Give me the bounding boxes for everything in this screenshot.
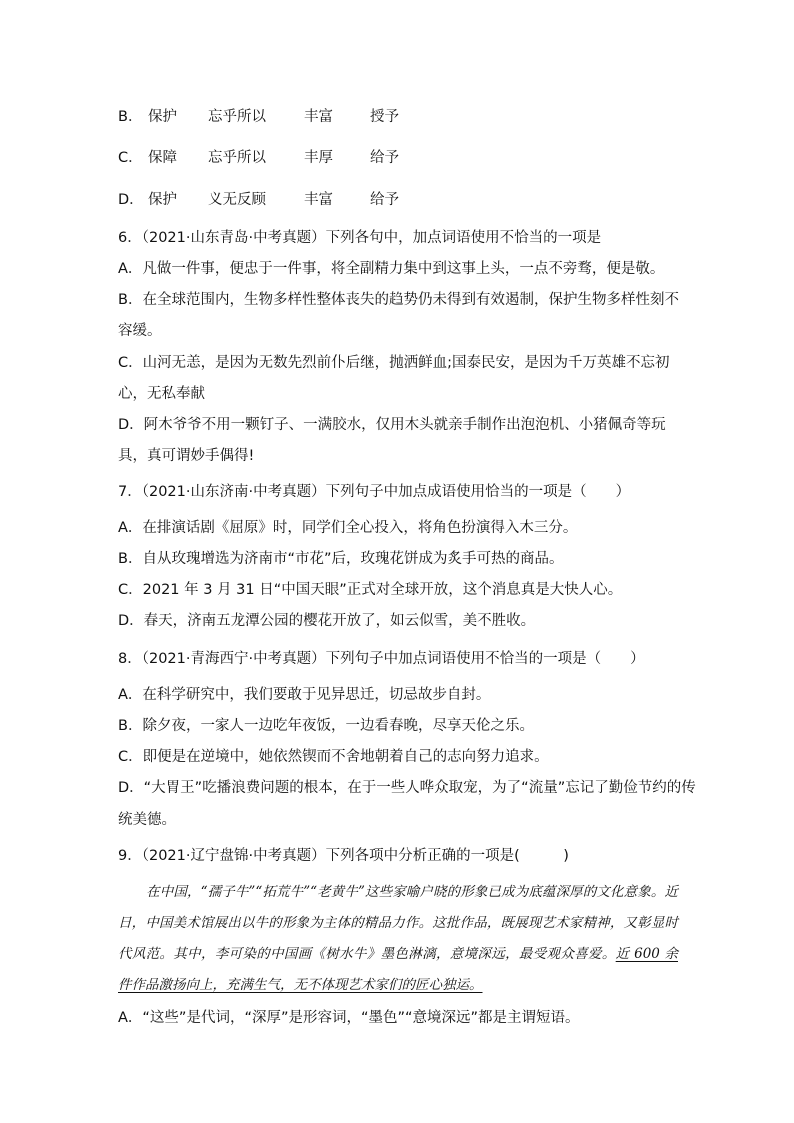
option-word: 给予	[370, 150, 399, 166]
option-word: 义无反顾	[208, 192, 266, 208]
option-letter: D．	[118, 192, 144, 208]
question-8-line: A．在科学研究中，我们要敢于见异思迁，切忌故步自封。	[118, 687, 491, 703]
question-8-line: D．“大胃王”吃播浪费问题的根本，在于一些人哗众取宠，为了“流量”忘记了勤俭节约的传	[118, 780, 696, 796]
question-6-line: D．阿木爷爷不用一颗钉子、一满胶水，仅用木头就亲手制作出泡泡机、小猪佩奇等玩	[118, 417, 666, 433]
question-8-stem: 8．（2021·青海西宁·中考真题）下列句子中加点词语使用不恰当的一项是（ ）	[118, 651, 645, 667]
option-letter: C．	[118, 150, 143, 166]
option-word: 忘乎所以	[208, 150, 266, 166]
option-word: 授予	[370, 109, 399, 125]
question-9-stem: 9．（2021·辽宁盘锦·中考真题）下列各项中分析正确的一项是( )	[118, 848, 569, 864]
question-8-line: C．即便是在逆境中，她依然锲而不舍地朝着自己的志向努力追求。	[118, 749, 549, 765]
passage-underlined-sentence: 近 600 余件作品激扬向上，充满生气，无不体现艺术家们的匠心独运。	[118, 946, 678, 993]
option-word: 给予	[370, 192, 399, 208]
question-8-line: 统美德。	[118, 812, 176, 828]
option-letter: B．	[118, 109, 143, 125]
question-6-line: C．山河无恙，是因为无数先烈前仆后继，抛洒鲜血;国泰民安，是因为千万英雄不忘初	[118, 355, 670, 371]
option-word: 丰富	[304, 192, 333, 208]
option-word: 保护	[148, 109, 177, 125]
option-word: 保障	[148, 150, 177, 166]
question-6-line: B．在全球范围内，生物多样性整体丧失的趋势仍未得到有效遏制，保护生物多样性刻不	[118, 292, 679, 308]
question-6-line: 容缓。	[118, 323, 162, 339]
reading-passage	[118, 877, 678, 1001]
question-9-option-a: A．“这些”是代词，“深厚”是形容词，“墨色”“意境深远”都是主谓短语。	[118, 1010, 580, 1026]
question-7-stem: 7．（2021·山东济南·中考真题）下列句子中加点成语使用恰当的一项是（ ）	[118, 484, 631, 500]
option-word: 丰富	[304, 109, 333, 125]
question-8-line: B．除夕夜，一家人一边吃年夜饭，一边看春晚，尽享天伦之乐。	[118, 718, 534, 734]
question-6-line: 心，无私奉献	[118, 386, 205, 402]
question-6-stem: 6．（2021·山东青岛·中考真题）下列各句中，加点词语使用不恰当的一项是	[118, 230, 602, 246]
passage-text: 在中国，“孺子牛”“拓荒牛”“老黄牛”这些家喻户晓的形象已成为底蕴深厚的文化意象。近日，中国美术馆展出以牛的形象为主体的精品力作。这批作品，既展现艺术家精神，又彰显时代风范。其中，李可染的中国画《树水牛》墨色淋漓，意境深远，最受观众喜爱。	[118, 884, 678, 962]
question-6-line: A．凡做一件事，便忠于一件事，将全副精力集中到这事上头，一点不旁骛，便是敬。	[118, 261, 665, 277]
option-word: 丰厚	[304, 150, 333, 166]
question-7-line: D．春天，济南五龙潭公园的樱花开放了，如云似雪，美不胜收。	[118, 613, 536, 629]
option-word: 保护	[148, 192, 177, 208]
option-word: 忘乎所以	[208, 109, 266, 125]
question-6-line: 具，真可谓妙手偶得!	[118, 448, 255, 464]
question-7-line: C．2021 年 3 月 31 日“中国天眼”正式对全球开放，这个消息真是大快人心。	[118, 582, 623, 598]
question-7-line: A．在排演话剧《屈原》时，同学们全心投入，将角色扮演得入木三分。	[118, 520, 578, 536]
question-7-line: B．自从玫瑰增选为济南市“市花”后，玫瑰花饼成为炙手可热的商品。	[118, 551, 564, 567]
